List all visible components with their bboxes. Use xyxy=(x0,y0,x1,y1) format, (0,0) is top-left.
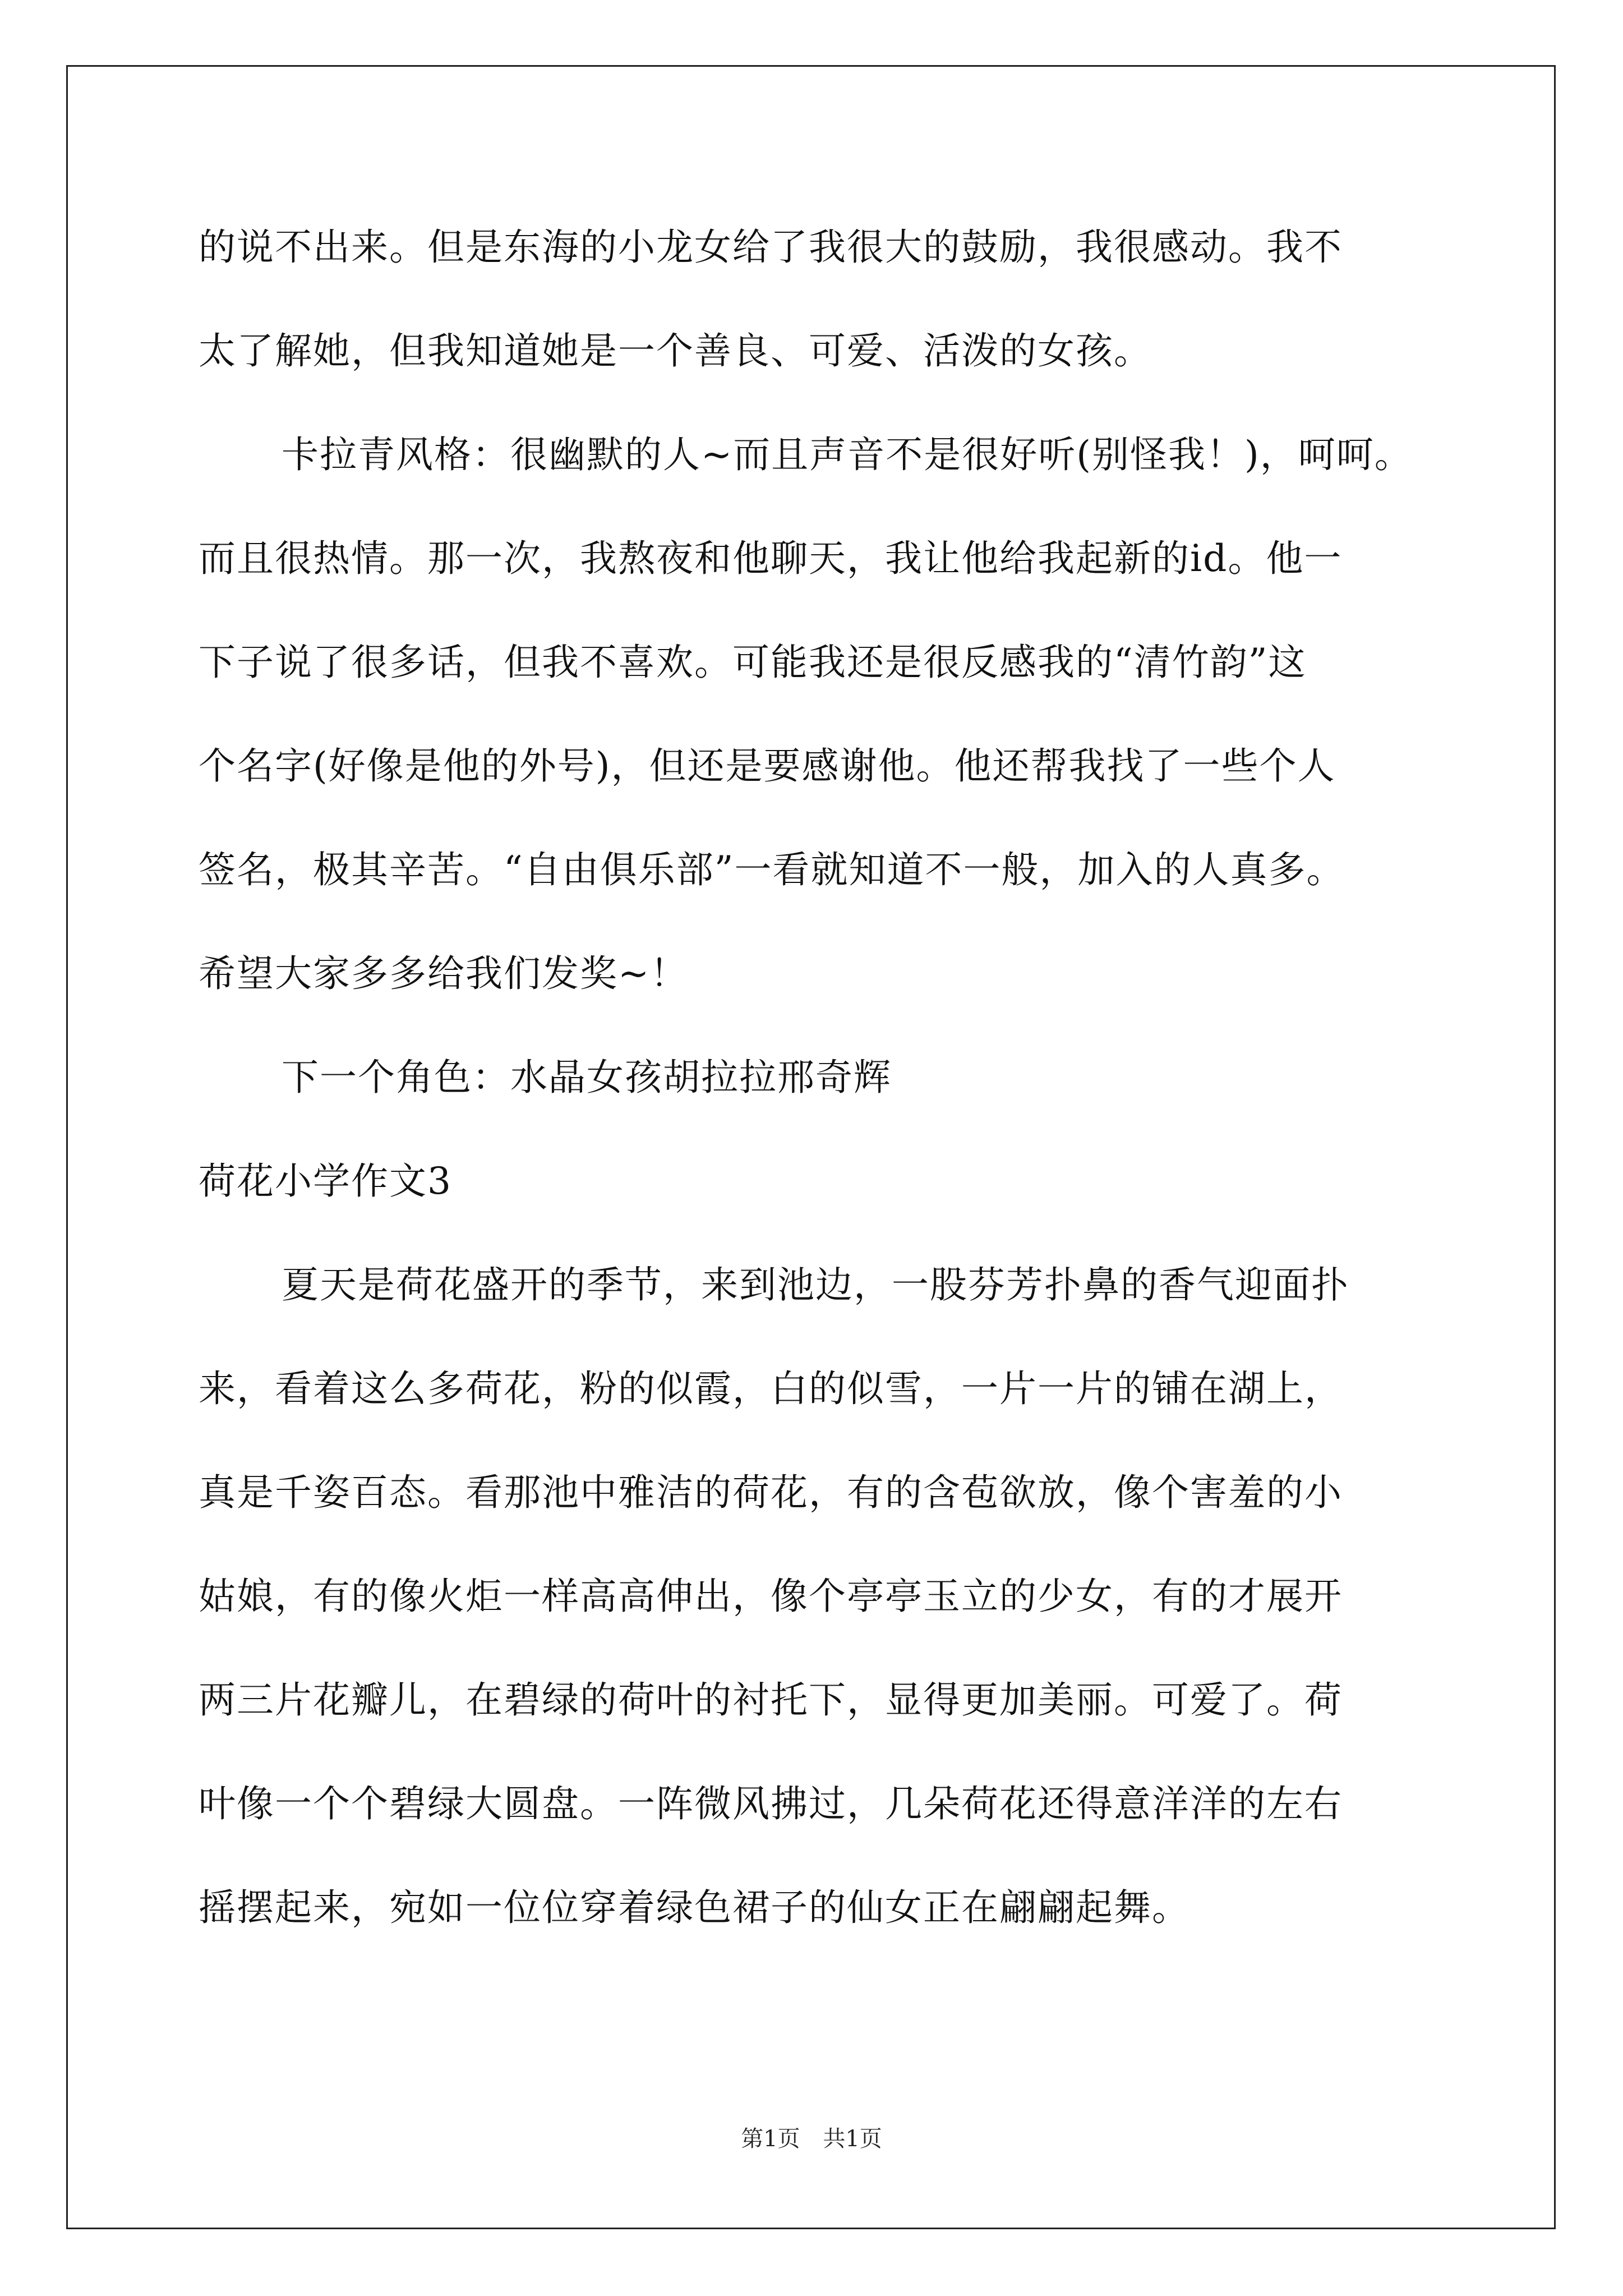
body-line: 摇摆起来，宛如一位位穿着绿色裙子的仙女正在翩翩起舞。 xyxy=(199,1886,1190,1929)
body-line: 下一个角色：水晶女孩胡拉拉邢奇辉 xyxy=(282,1056,892,1099)
body-line: 两三片花瓣儿，在碧绿的荷叶的衬托下，显得更加美丽。可爱了。荷 xyxy=(199,1678,1343,1722)
page-total: 共1页 xyxy=(823,2126,882,2152)
body-line: 的说不出来。但是东海的小龙女给了我很大的鼓励，我很感动。我不 xyxy=(199,226,1343,269)
body-line: 卡拉青风格：很幽默的人~而且声音不是很好听(别怪我！)，呵呵。 xyxy=(282,433,1413,476)
body-line: 下子说了很多话，但我不喜欢。可能我还是很反感我的“清竹韵”这 xyxy=(199,641,1307,684)
body-line: 真是千姿百态。看那池中雅洁的荷花，有的含苞欲放，像个害羞的小 xyxy=(199,1471,1343,1514)
body-line: 来，看着这么多荷花，粉的似霞，白的似雪，一片一片的铺在湖上， xyxy=(199,1367,1343,1410)
page-footer xyxy=(0,2125,1623,2153)
body-line: 太了解她，但我知道她是一个善良、可爱、活泼的女孩。 xyxy=(199,329,1152,372)
body-line: 夏天是荷花盛开的季节，来到池边，一股芬芳扑鼻的香气迎面扑 xyxy=(282,1263,1349,1306)
body-line: 叶像一个个碧绿大圆盘。一阵微风拂过，几朵荷花还得意洋洋的左右 xyxy=(199,1782,1343,1825)
body-line: 希望大家多多给我们发奖~！ xyxy=(199,952,689,995)
body-line: 签名，极其辛苦。“自由俱乐部”一看就知道不一般，加入的人真多。 xyxy=(199,848,1345,891)
page-current: 第1页 xyxy=(741,2126,800,2152)
body-line: 姑娘，有的像火炬一样高高伸出，像个亭亭玉立的少女，有的才展开 xyxy=(199,1575,1343,1618)
body-line: 个名字(好像是他的外号)，但还是要感谢他。他还帮我找了一些个人 xyxy=(199,744,1336,788)
section-heading: 荷花小学作文3 xyxy=(199,1159,452,1203)
body-line: 而且很热情。那一次，我熬夜和他聊天，我让他给我起新的id。他一 xyxy=(199,537,1343,580)
